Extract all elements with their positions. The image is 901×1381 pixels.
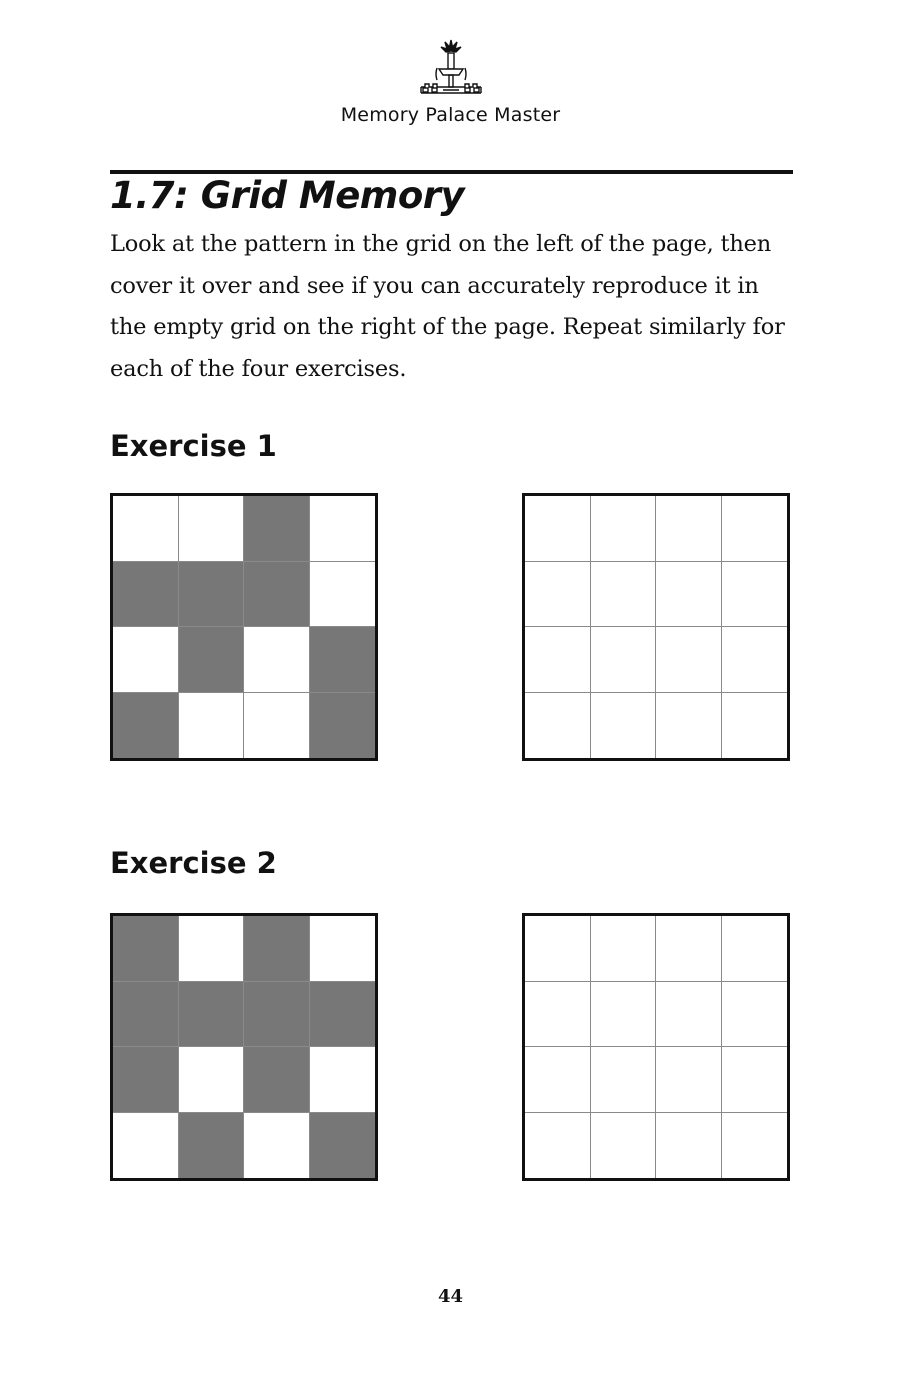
empty-cell-r4-c3	[244, 693, 310, 759]
empty-cell-r1-c4	[310, 496, 376, 562]
filled-cell-r2-c2	[179, 562, 245, 628]
empty-cell-r4-c4[interactable]	[722, 1113, 788, 1179]
filled-cell-r1-c3	[244, 916, 310, 982]
empty-cell-r1-c1[interactable]	[525, 496, 591, 562]
empty-cell-r4-c3[interactable]	[656, 693, 722, 759]
exercise-1-answer-grid[interactable]	[522, 493, 790, 761]
exercise-2-pattern-grid	[110, 913, 378, 1181]
instructions-text: Look at the pattern in the grid on the left of the page, then cover it over and see if you can accurately reproduce it in the empty grid on the right of the page. Repeat similarly for each of the four exercises.	[110, 231, 785, 383]
empty-cell-r2-c3[interactable]	[656, 562, 722, 628]
empty-cell-r1-c1[interactable]	[525, 916, 591, 982]
filled-cell-r2-c3	[244, 982, 310, 1048]
filled-cell-r3-c2	[179, 627, 245, 693]
empty-cell-r2-c3[interactable]	[656, 982, 722, 1048]
empty-cell-r4-c2	[179, 693, 245, 759]
empty-cell-r1-c1	[113, 496, 179, 562]
filled-cell-r4-c4	[310, 1113, 376, 1179]
empty-cell-r4-c3	[244, 1113, 310, 1179]
empty-cell-r2-c4[interactable]	[722, 562, 788, 628]
filled-cell-r3-c1	[113, 1047, 179, 1113]
filled-cell-r2-c2	[179, 982, 245, 1048]
exercise-1-title: Exercise 1	[110, 429, 277, 463]
filled-cell-r2-c1	[113, 982, 179, 1048]
empty-cell-r2-c2[interactable]	[591, 982, 657, 1048]
exercise-2-title: Exercise 2	[110, 846, 277, 880]
book-title: Memory Palace Master	[340, 104, 561, 126]
filled-cell-r4-c2	[179, 1113, 245, 1179]
empty-cell-r3-c2[interactable]	[591, 1047, 657, 1113]
empty-cell-r4-c1[interactable]	[525, 1113, 591, 1179]
empty-cell-r3-c2	[179, 1047, 245, 1113]
empty-cell-r2-c1[interactable]	[525, 562, 591, 628]
empty-cell-r1-c3[interactable]	[656, 496, 722, 562]
page-number: 44	[437, 1286, 464, 1307]
empty-cell-r1-c2	[179, 916, 245, 982]
filled-cell-r4-c1	[113, 693, 179, 759]
empty-cell-r3-c3	[244, 627, 310, 693]
empty-cell-r4-c1[interactable]	[525, 693, 591, 759]
filled-cell-r1-c3	[244, 496, 310, 562]
filled-cell-r2-c3	[244, 562, 310, 628]
empty-cell-r4-c4[interactable]	[722, 693, 788, 759]
filled-cell-r4-c4	[310, 693, 376, 759]
empty-cell-r3-c3[interactable]	[656, 1047, 722, 1113]
section-title: 1.7: Grid Memory	[110, 174, 465, 217]
empty-cell-r4-c2[interactable]	[591, 1113, 657, 1179]
filled-cell-r1-c1	[113, 916, 179, 982]
empty-cell-r1-c3[interactable]	[656, 916, 722, 982]
empty-cell-r3-c4[interactable]	[722, 1047, 788, 1113]
exercise-1-pattern-grid	[110, 493, 378, 761]
palace-fountain-icon	[415, 38, 487, 100]
empty-cell-r2-c4	[310, 562, 376, 628]
empty-cell-r4-c1	[113, 1113, 179, 1179]
empty-cell-r3-c1[interactable]	[525, 1047, 591, 1113]
exercise-2-answer-grid[interactable]	[522, 913, 790, 1181]
empty-cell-r3-c3[interactable]	[656, 627, 722, 693]
filled-cell-r3-c3	[244, 1047, 310, 1113]
empty-cell-r4-c3[interactable]	[656, 1113, 722, 1179]
empty-cell-r1-c4[interactable]	[722, 496, 788, 562]
empty-cell-r1-c4[interactable]	[722, 916, 788, 982]
empty-cell-r3-c4[interactable]	[722, 627, 788, 693]
filled-cell-r2-c1	[113, 562, 179, 628]
empty-cell-r1-c2[interactable]	[591, 916, 657, 982]
empty-cell-r3-c4	[310, 1047, 376, 1113]
empty-cell-r3-c1[interactable]	[525, 627, 591, 693]
empty-cell-r1-c4	[310, 916, 376, 982]
empty-cell-r2-c4[interactable]	[722, 982, 788, 1048]
filled-cell-r3-c4	[310, 627, 376, 693]
empty-cell-r3-c1	[113, 627, 179, 693]
empty-cell-r1-c2[interactable]	[591, 496, 657, 562]
empty-cell-r2-c1[interactable]	[525, 982, 591, 1048]
empty-cell-r2-c2[interactable]	[591, 562, 657, 628]
page-header	[0, 38, 901, 126]
empty-cell-r4-c2[interactable]	[591, 693, 657, 759]
empty-cell-r1-c2	[179, 496, 245, 562]
empty-cell-r3-c2[interactable]	[591, 627, 657, 693]
filled-cell-r2-c4	[310, 982, 376, 1048]
